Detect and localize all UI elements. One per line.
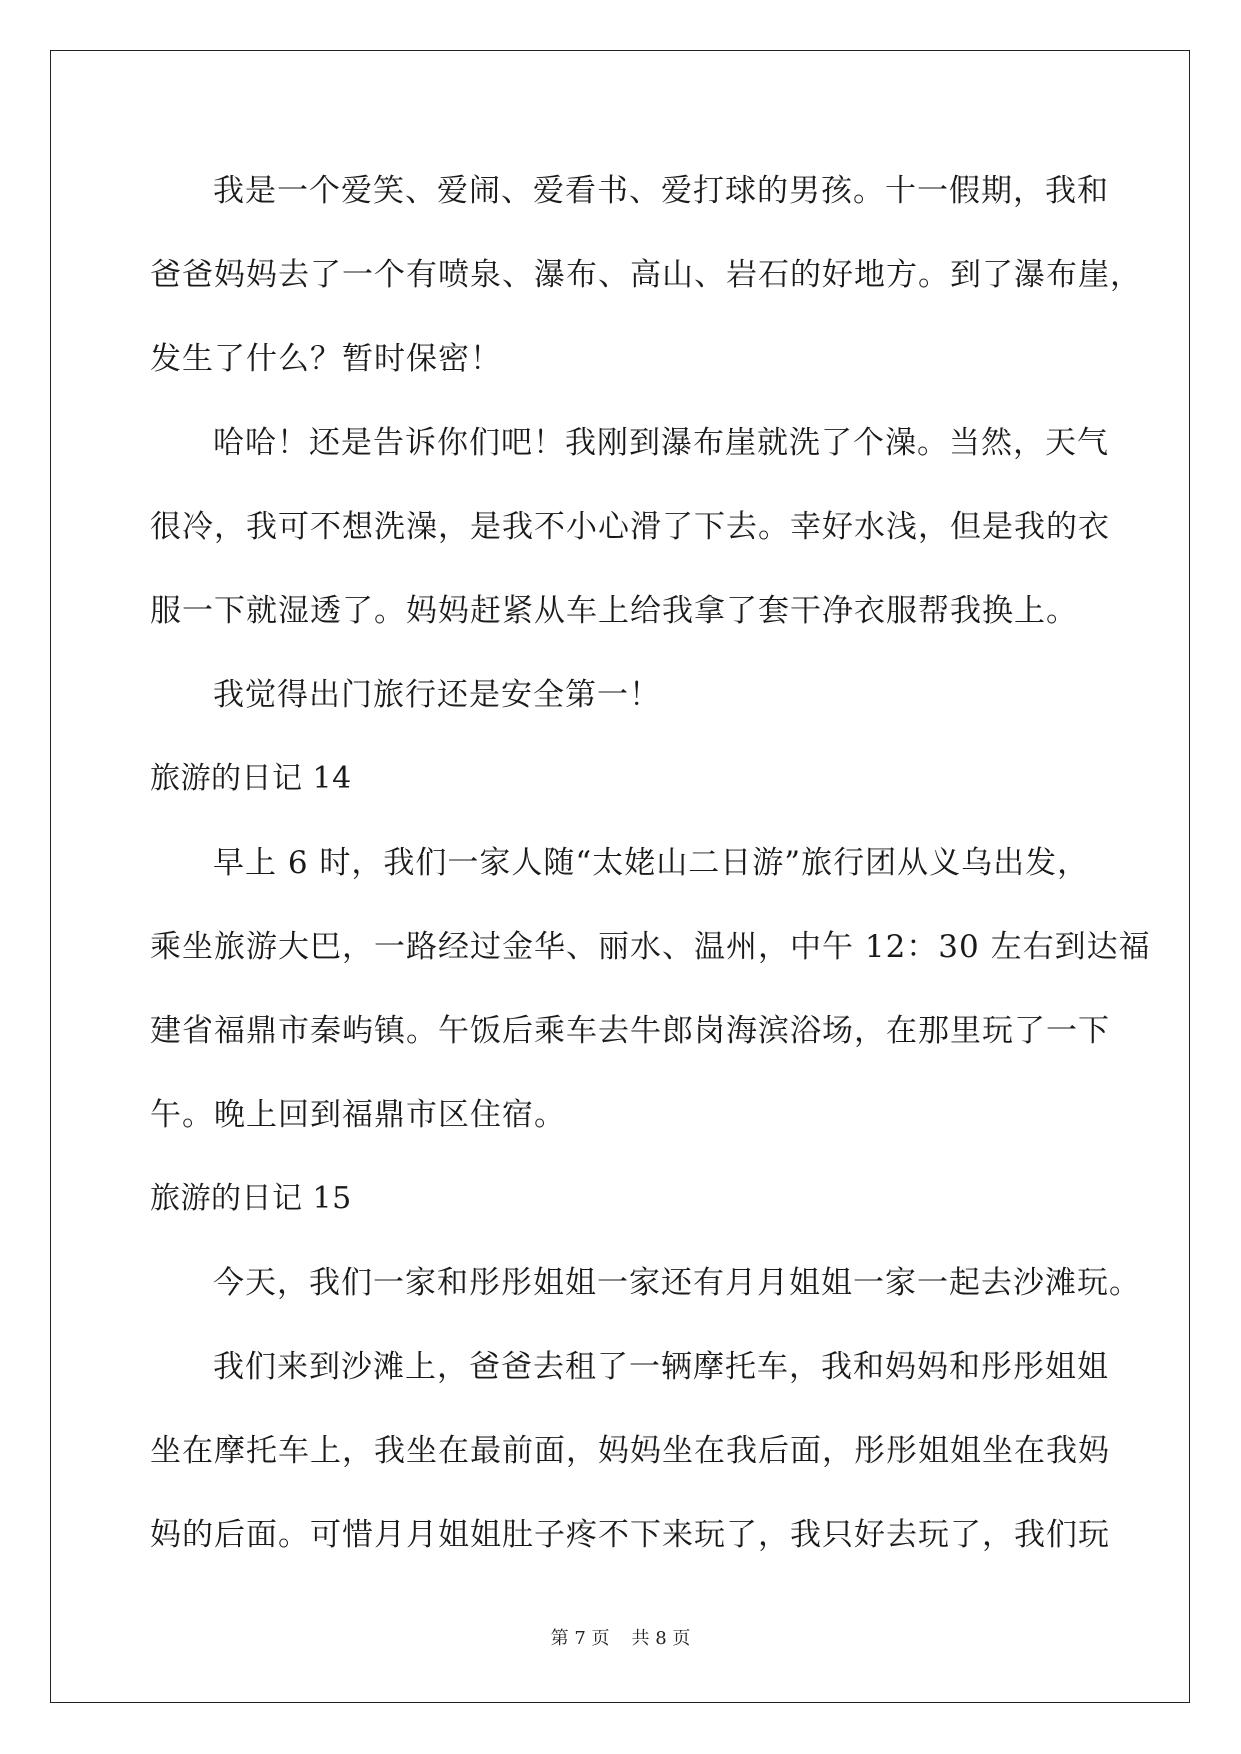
section-heading: 旅游的日记 15 — [150, 1181, 352, 1216]
paragraph-line: 建省福鼎市秦屿镇。午饭后乘车去牛郎岗海滨浴场，在那里玩了一下 — [150, 1013, 1110, 1049]
paragraph-line: 我觉得出门旅行还是安全第一！ — [213, 677, 661, 713]
section-heading: 旅游的日记 14 — [150, 761, 352, 796]
paragraph-line: 我是一个爱笑、爱闹、爱看书、爱打球的男孩。十一假期，我和 — [213, 173, 1109, 209]
paragraph-line: 今天，我们一家和彤彤姐姐一家还有月月姐姐一家一起去沙滩玩。 — [213, 1265, 1141, 1301]
paragraph-line: 早上 6 时，我们一家人随“太姥山二日游”旅行团从义乌出发， — [213, 845, 1090, 881]
paragraph-line: 坐在摩托车上，我坐在最前面，妈妈坐在我后面，彤彤姐姐坐在我妈 — [150, 1433, 1110, 1469]
page-number: 第 7 页 — [550, 1628, 610, 1649]
paragraph-line: 很冷，我可不想洗澡，是我不小心滑了下去。幸好水浅，但是我的衣 — [150, 509, 1110, 545]
paragraph-line: 爸爸妈妈去了一个有喷泉、瀑布、高山、岩石的好地方。到了瀑布崖， — [150, 257, 1142, 293]
document-body — [150, 160, 1151, 1588]
page-total: 共 8 页 — [631, 1628, 691, 1649]
paragraph-line: 午。晚上回到福鼎市区住宿。 — [150, 1097, 566, 1133]
paragraph-line: 我们来到沙滩上，爸爸去租了一辆摩托车，我和妈妈和彤彤姐姐 — [213, 1349, 1109, 1385]
paragraph-line: 哈哈！还是告诉你们吧！我刚到瀑布崖就洗了个澡。当然，天气 — [213, 425, 1109, 461]
paragraph-line: 服一下就湿透了。妈妈赶紧从车上给我拿了套干净衣服帮我换上。 — [150, 593, 1078, 629]
paragraph-line: 妈的后面。可惜月月姐姐肚子疼不下来玩了，我只好去玩了，我们玩 — [150, 1517, 1110, 1553]
paragraph-line: 发生了什么？暂时保密！ — [150, 341, 502, 377]
paragraph-line: 乘坐旅游大巴，一路经过金华、丽水、温州，中午 12：30 左右到达福 — [150, 929, 1151, 965]
page-footer — [0, 1624, 1241, 1650]
